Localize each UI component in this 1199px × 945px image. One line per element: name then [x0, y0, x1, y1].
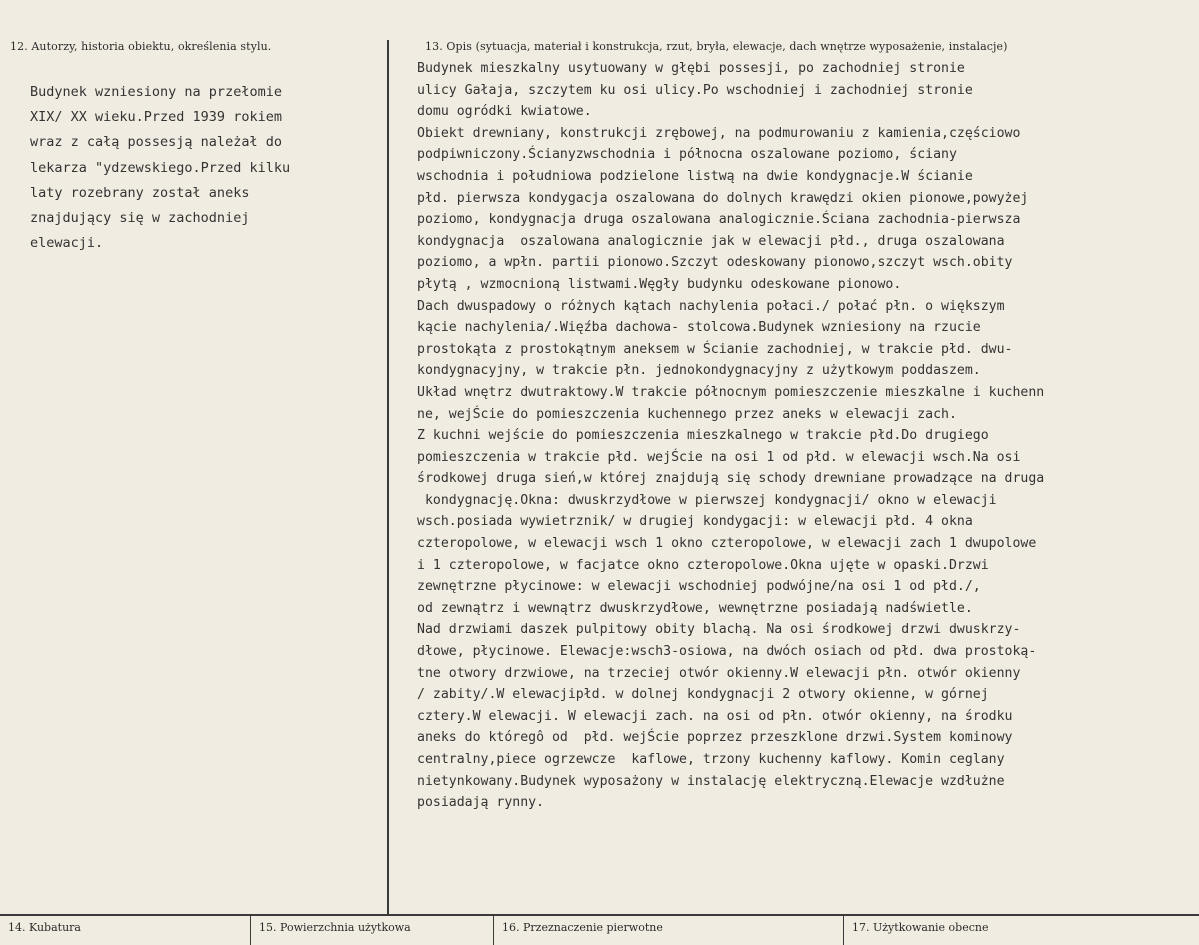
text-line: XIX/ XX wieku.Przed 1939 rokiem	[30, 109, 282, 126]
text-line: cztery.W elewacji. W elewacji zach. na osi od płn. otwór okienny, na środku	[417, 708, 1013, 724]
text-line: wschodnia i południowa podzielone listwą na dwie kondygnacje.W ścianie	[417, 168, 973, 184]
text-line: kondygnacyjny, w trakcie płn. jednokondygnacyjny z użytkowym poddaszem.	[417, 363, 981, 379]
text-line: dłowe, płycinowe. Elewacje:wsch3-osiowa, na dwóch osiach od płd. dwa prostoką-	[417, 644, 1037, 660]
history-text	[30, 80, 370, 256]
text-line: nietynkowany.Budynek wyposażony w instalację elektryczną.Elewacje wzdłużne	[417, 773, 1005, 789]
text-line: zewnętrzne płycinowe: w elewacji wschodniej podwójne/na osi 1 od płd./,	[417, 579, 981, 595]
description-text	[417, 58, 1199, 814]
field-13-label: 13. Opis (sytuacja, materiał i konstrukcja, rzut, bryła, elewacje, dach wnętrze wyposażenie, instalacje)	[425, 40, 1008, 53]
text-line: / zabity/.W elewacjipłd. w dolnej kondygnacji 2 otwory okienne, w górnej	[417, 687, 989, 703]
text-line: Z kuchni wejście do pomieszczenia mieszkalnego w trakcie płd.Do drugiego	[417, 428, 989, 444]
text-line: Budynek mieszkalny usytuowany w głębi possesji, po zachodniej stronie	[417, 61, 965, 76]
text-line: ulicy Gałaja, szczytem ku osi ulicy.Po wschodniej i zachodniej stronie	[417, 82, 973, 98]
text-line: Układ wnętrz dwutraktowy.W trakcie północnym pomieszczenie mieszkalne i kuchenn	[417, 384, 1045, 400]
text-line: Dach dwuspadowy o różnych kątach nachylenia połaci./ połać płn. o większym	[417, 298, 1005, 314]
field-17-label: 17. Użytkowanie obecne	[843, 916, 1199, 945]
text-line: czteropolowe, w elewacji wsch 1 okno czteropolowe, w elewacji zach 1 dwupolowe	[417, 536, 1037, 552]
text-line: Budynek wzniesiony na przełomie	[30, 84, 282, 100]
text-line: laty rozebrany został aneks	[30, 184, 250, 201]
text-line: środkowej druga sień,w której znajdują się schody drewniane prowadzące na druga	[417, 471, 1045, 487]
text-line: elewacji.	[30, 235, 104, 252]
text-line: płytą , wzmocnioną listwami.Węgły budynku odeskowane pionowo.	[417, 276, 902, 292]
text-line: poziomo, kondygnacja druga oszalowana analogicznie.Ściana zachodnia-pierwsza	[417, 212, 1021, 228]
field-12-label: 12. Autorzy, historia obiektu, określenia stylu.	[10, 40, 272, 53]
text-line: kondygnacja oszalowana analogicznie jak w elewacji płd., druga oszalowana	[417, 233, 1005, 249]
text-line: domu ogródki kwiatowe.	[417, 104, 592, 120]
text-line: i 1 czteropolowe, w facjatce okno czteropolowe.Okna ujęte w opaski.Drzwi	[417, 557, 989, 573]
field-14-label: 14. Kubatura	[8, 921, 81, 934]
text-line: aneks do któregô od płd. wejŚcie poprzez przeszklone drzwi.System kominowy	[417, 730, 1013, 746]
field-16-label: 16. Przeznaczenie pierwotne	[493, 916, 843, 945]
text-line: Nad drzwiami daszek pulpitowy obity blachą. Na osi środkowej drzwi dwuskrzy-	[417, 622, 1021, 638]
text-line: pomieszczenia w trakcie płd. wejŚcie na osi 1 od płd. w elewacji wsch.Na osi	[417, 449, 1021, 465]
text-line: poziomo, a wpłn. partii pionowo.Szczyt odeskowany pionowo,szczyt wsch.obity	[417, 255, 1013, 271]
text-line: ne, wejŚcie do pomieszczenia kuchennego przez aneks w elewacji zach.	[417, 406, 957, 422]
text-line: prostokąta z prostokątnym aneksem w Ścianie zachodniej, w trakcie płd. dwu-	[417, 341, 1013, 357]
text-line: Obiekt drewniany, konstrukcji zrębowej, na podmurowaniu z kamienia,częściowo	[417, 125, 1021, 141]
text-line: lekarza "ydzewskiego.Przed kilku	[30, 159, 291, 176]
text-line: kącie nachylenia/.Więźba dachowa- stolcowa.Budynek wzniesiony na rzucie	[417, 320, 981, 336]
text-line: wsch.posiada wywietrznik/ w drugiej kondygacji: w elewacji płd. 4 okna	[417, 514, 973, 530]
text-line: tne otwory drzwiowe, na trzeciej otwór okienny.W elewacji płn. otwór okienny	[417, 665, 1021, 681]
text-line: płd. pierwsza kondygacja oszalowana do dolnych krawędzi okien pionowe,powyżej	[417, 190, 1029, 206]
text-line: posiadają rynny.	[417, 795, 545, 811]
text-line: kondygnację.Okna: dwuskrzydłowe w pierwszej kondygnacji/ okno w elewacji	[417, 492, 997, 508]
text-line: wraz z całą possesją należał do	[30, 134, 282, 151]
column-divider	[387, 40, 389, 915]
text-line: znajdujący się w zachodniej	[30, 209, 250, 226]
text-line: centralny,piece ogrzewcze kaflowe, trzony kuchenny kaflowy. Komin ceglany	[417, 752, 1005, 767]
field-15-label: 15. Powierzchnia użytkowa	[250, 916, 493, 945]
text-line: podpiwniczony.Ścianyzwschodnia i północna oszalowane poziomo, ściany	[417, 147, 957, 163]
text-line: od zewnątrz i wewnątrz dwuskrzydłowe, wewnętrzne posiadają nadświetle.	[417, 600, 973, 616]
